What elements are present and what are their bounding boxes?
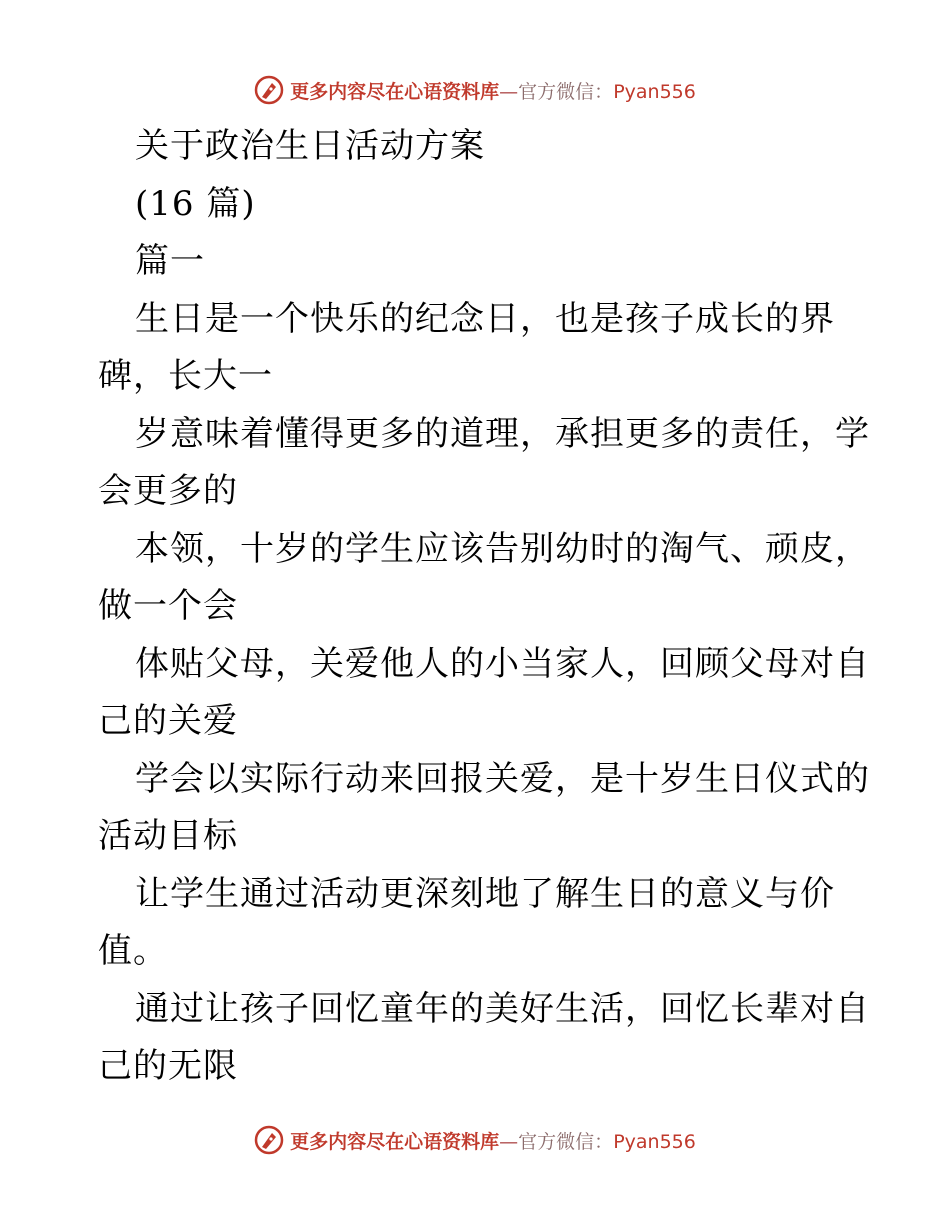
document-line: 篇一 <box>135 241 205 281</box>
document-line: 己的关爱 <box>98 701 238 741</box>
document-line: 值。 <box>98 931 168 971</box>
banner-wechat-id: Pyan556 <box>613 80 696 103</box>
document-line: 学会以实际行动来回报关爱，是十岁生日仪式的 <box>135 758 870 799</box>
banner-wechat-label: 官方微信： <box>518 1130 614 1153</box>
banner-wechat-id: Pyan556 <box>613 1130 696 1153</box>
document-line: 己的无限 <box>98 1046 238 1086</box>
document-line: 让学生通过活动更深刻地了解生日的意义与价 <box>135 873 835 914</box>
document-line: 碑，长大一 <box>98 356 273 396</box>
banner-dash: — <box>499 1130 519 1153</box>
document-line: 关于政治生日活动方案 <box>135 126 485 166</box>
document-line: 做一个会 <box>98 586 238 626</box>
document-line: (16 篇) <box>135 183 256 224</box>
banner-wechat-label: 官方微信： <box>518 80 614 103</box>
banner-main-text: 更多内容尽在心语资料库 <box>290 1130 500 1153</box>
banner-text <box>290 77 696 104</box>
pen-nib-logo-icon <box>254 75 284 105</box>
footer-banner <box>0 1120 950 1160</box>
document-line: 会更多的 <box>98 471 238 511</box>
document-line: 活动目标 <box>98 816 238 856</box>
pen-nib-logo-icon <box>254 1125 284 1155</box>
document-line: 生日是一个快乐的纪念日，也是孩子成长的界 <box>135 298 835 339</box>
document-line: 通过让孩子回忆童年的美好生活，回忆长辈对自 <box>135 988 870 1029</box>
document-line: 体贴父母，关爱他人的小当家人，回顾父母对自 <box>135 643 870 684</box>
banner-dash: — <box>499 80 519 103</box>
document-line: 本领，十岁的学生应该告别幼时的淘气、顽皮， <box>135 528 870 569</box>
document-body <box>98 118 870 1096</box>
banner-text <box>290 1127 696 1154</box>
document-line: 岁意味着懂得更多的道理，承担更多的责任，学 <box>135 413 870 454</box>
header-banner <box>0 70 950 110</box>
banner-main-text: 更多内容尽在心语资料库 <box>290 80 500 103</box>
